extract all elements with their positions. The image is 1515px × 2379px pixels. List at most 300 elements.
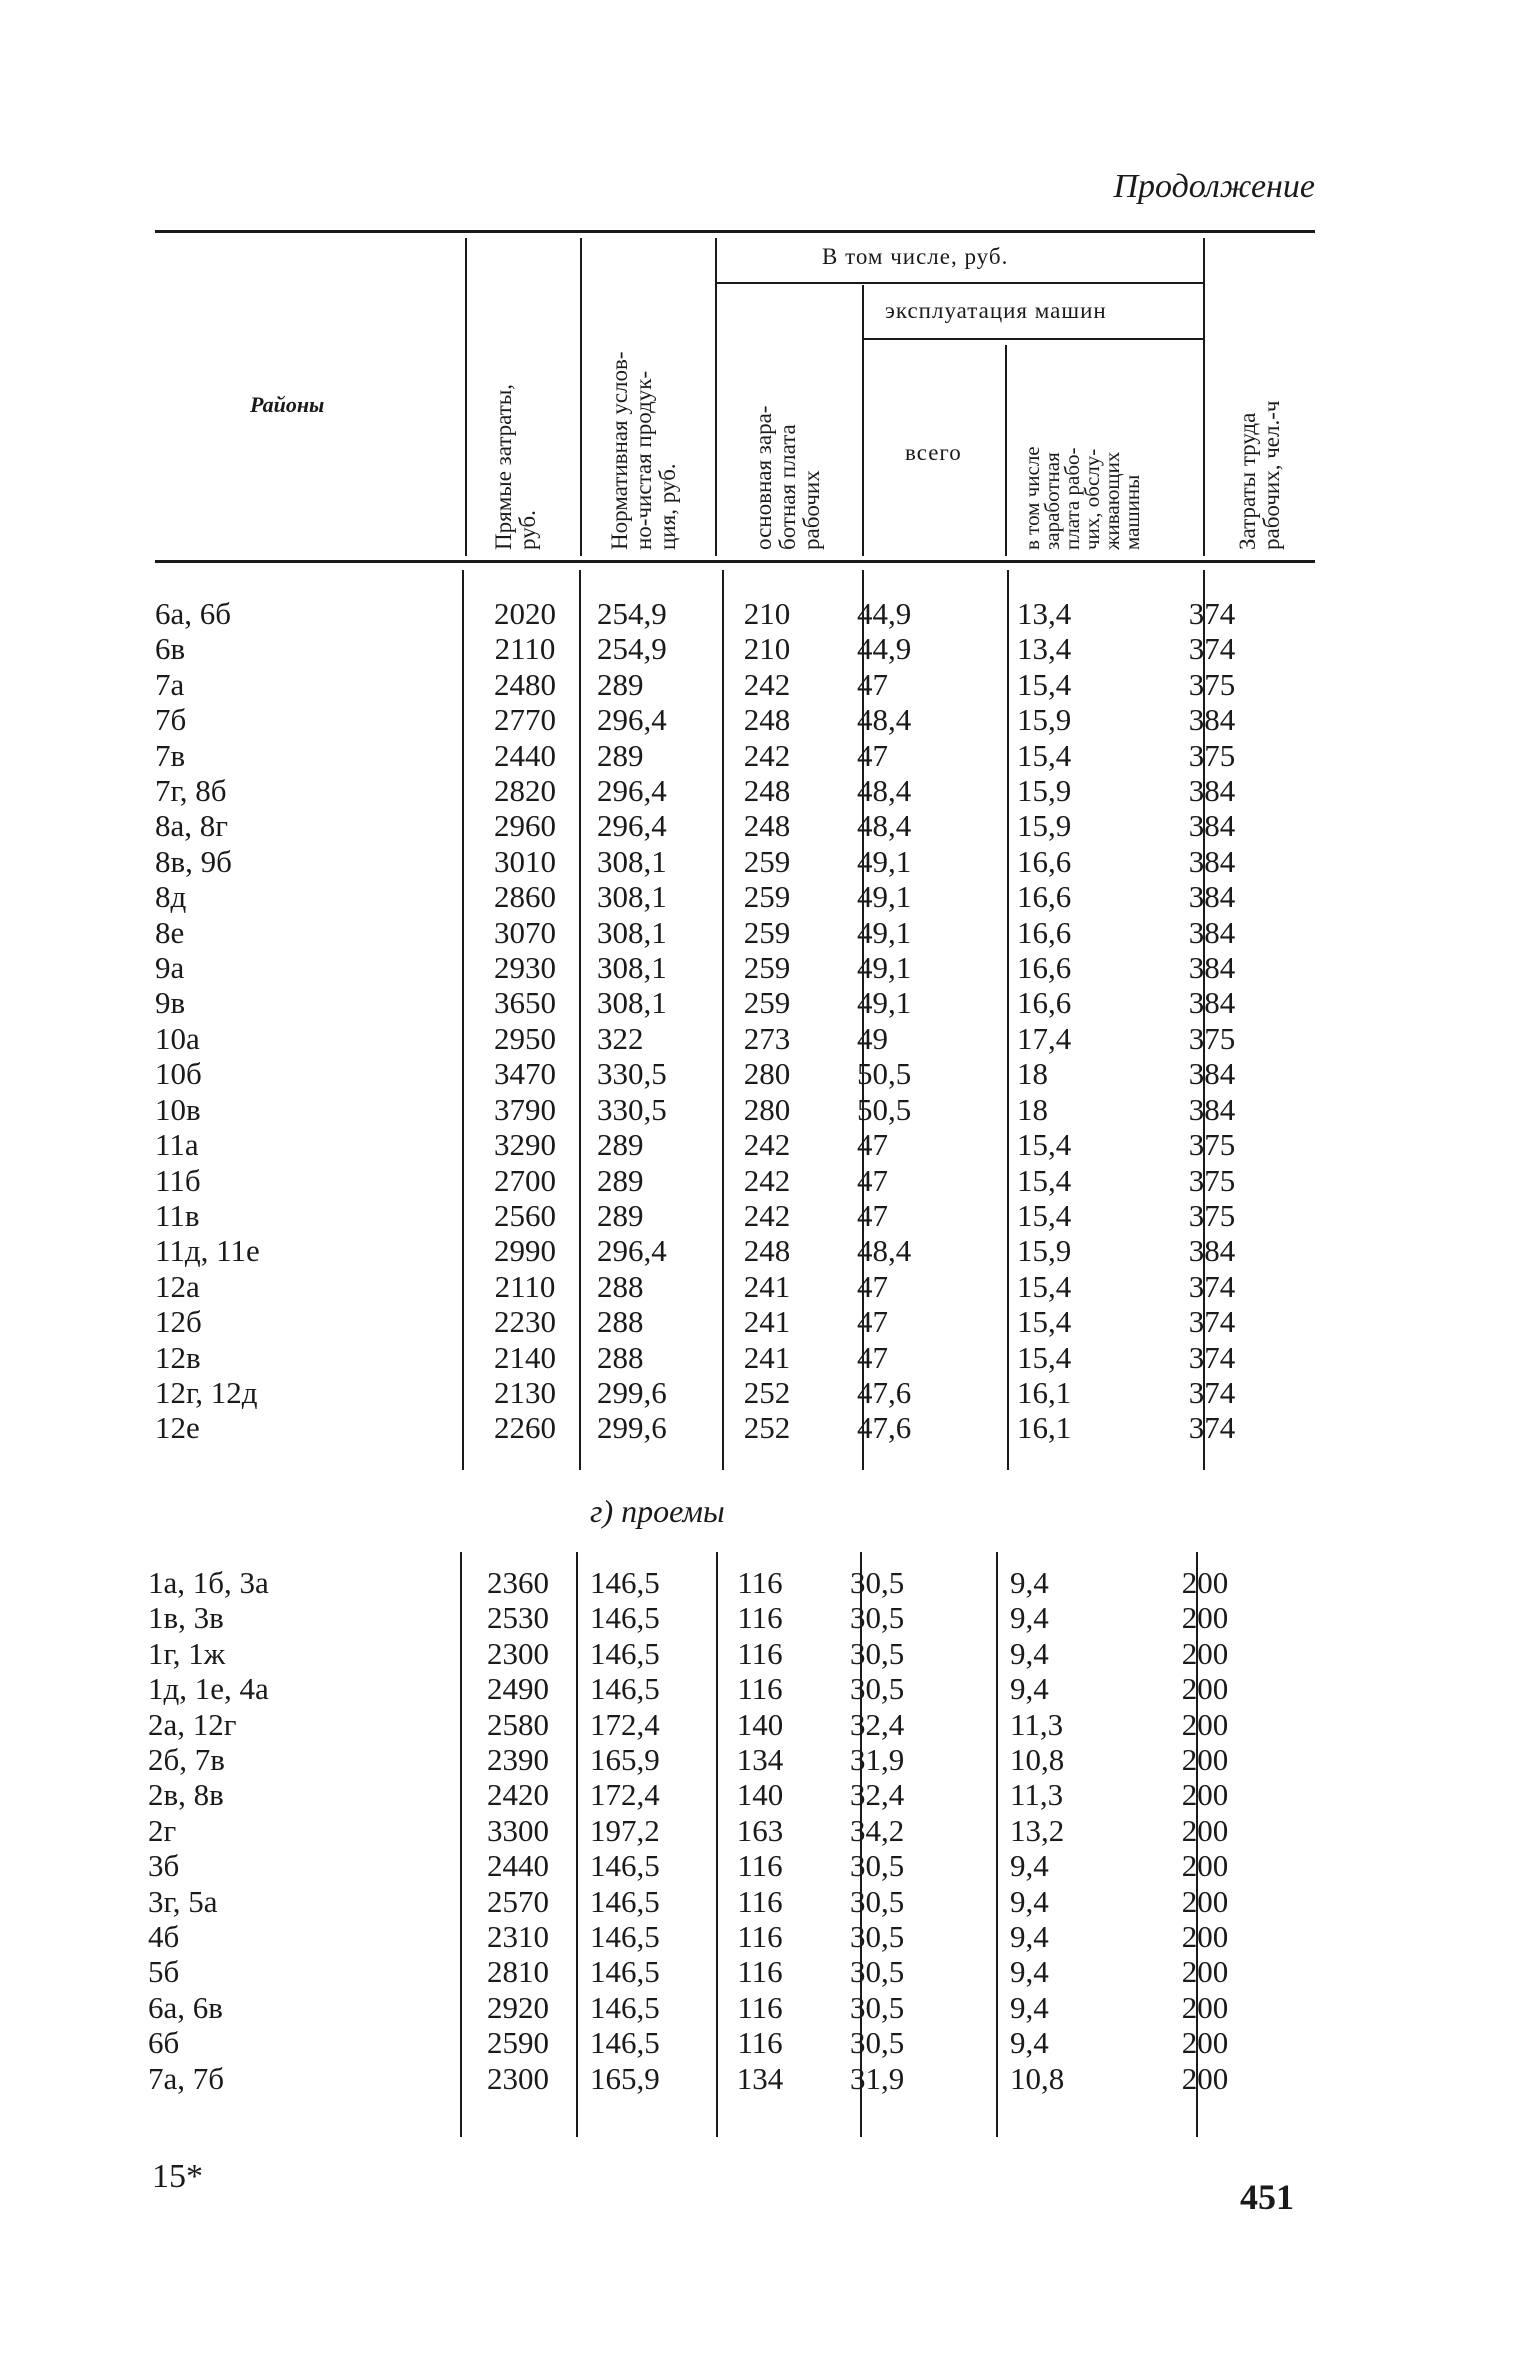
base-wage-cell: 116 [737,1671,783,1707]
normative-net-cell: 299,6 [597,1374,667,1410]
header-total: всего [905,440,962,465]
machine-wage-cell: 9,4 [1010,1919,1049,1955]
direct-costs-cell: 2930 [494,950,556,986]
table-main [155,596,1272,1446]
machine-wage-cell: 16,6 [1017,914,1072,950]
machine-total-cell: 47 [857,666,888,702]
machine-wage-cell: 13,4 [1017,631,1072,667]
normative-net-cell: 308,1 [597,879,667,915]
table-row [155,985,1272,1020]
direct-costs-cell: 2590 [487,2025,549,2061]
table-row [148,1990,1265,2025]
normative-net-cell: 172,4 [590,1706,660,1742]
region-cell: 11а [155,1127,199,1163]
region-cell: 1д, 1е, 4а [148,1671,269,1707]
machine-total-cell: 48,4 [857,1233,912,1269]
base-wage-cell: 241 [743,1339,791,1375]
labor-costs-cell: 200 [1181,1812,1229,1848]
machine-total-cell: 50,5 [857,1056,912,1092]
direct-costs-cell: 2770 [494,702,556,738]
machine-wage-cell: 10,8 [1010,1742,1065,1778]
normative-net-cell: 146,5 [590,1600,660,1636]
labor-costs-cell: 200 [1181,1989,1229,2025]
machine-total-cell: 30,5 [850,1848,905,1884]
base-wage-cell: 140 [736,1706,784,1742]
base-wage-cell: 252 [743,1374,791,1410]
machine-wage-cell: 9,4 [1010,1883,1049,1919]
labor-costs-cell: 200 [1181,1954,1229,1990]
machine-wage-cell: 18 [1017,1091,1048,1127]
labor-costs-cell: 374 [1188,1339,1236,1375]
normative-net-cell: 330,5 [597,1056,667,1092]
direct-costs-cell: 2440 [487,1848,549,1884]
table-row [148,1884,1265,1919]
direct-costs-cell: 2300 [487,1635,549,1671]
base-wage-cell: 140 [736,1777,784,1813]
table-row [148,1777,1265,1812]
page-number: 451 [1240,2177,1294,2217]
table-row [155,879,1272,914]
machine-wage-cell: 15,4 [1017,737,1072,773]
machine-total-cell: 47 [857,1127,888,1163]
table-row [148,1919,1265,1954]
base-wage-cell: 241 [743,1304,791,1340]
direct-costs-cell: 2480 [494,666,556,702]
machine-wage-cell: 17,4 [1017,1020,1072,1056]
header-divider-6 [1203,238,1205,556]
normative-net-cell: 322 [597,1020,644,1056]
region-cell: 10б [155,1056,202,1092]
labor-costs-cell: 374 [1188,1268,1236,1304]
machine-total-cell: 47 [857,1162,888,1198]
labor-costs-cell: 374 [1188,596,1236,631]
region-cell: 10в [155,1091,201,1127]
section-title: г) проемы [590,1493,725,1529]
labor-costs-cell: 384 [1188,950,1236,986]
direct-costs-cell: 2020 [494,596,556,631]
machine-wage-cell: 9,4 [1010,1565,1049,1600]
direct-costs-cell: 2110 [494,631,556,667]
region-cell: 12в [155,1339,201,1375]
table-row [155,1092,1272,1127]
machine-total-cell: 34,2 [850,1812,905,1848]
region-cell: 11д, 11е [155,1233,260,1269]
machine-wage-cell: 10,8 [1010,2060,1065,2096]
normative-net-cell: 308,1 [597,914,667,950]
region-cell: 11б [155,1162,201,1198]
direct-costs-cell: 3300 [487,1812,549,1848]
direct-costs-cell: 2990 [494,1233,556,1269]
machine-total-cell: 30,5 [850,1989,905,2025]
direct-costs-cell: 2310 [487,1919,549,1955]
header-divider-1 [465,238,467,556]
labor-costs-cell: 200 [1181,1635,1229,1671]
region-cell: 2в, 8в [148,1777,224,1813]
direct-costs-cell: 2580 [487,1706,549,1742]
region-cell: 7г, 8б [155,773,227,809]
region-cell: 8в, 9б [155,843,232,879]
base-wage-cell: 163 [736,1812,784,1848]
region-cell: 1в, 3в [148,1600,224,1636]
labor-costs-cell: 200 [1181,2025,1229,2061]
normative-net-cell: 289 [597,1197,644,1233]
normative-net-cell: 289 [597,1162,644,1198]
normative-net-cell: 296,4 [597,808,667,844]
normative-net-cell: 296,4 [597,1233,667,1269]
machine-total-cell: 48,4 [857,773,912,809]
labor-costs-cell: 375 [1188,1162,1236,1198]
labor-costs-cell: 384 [1188,985,1236,1021]
region-cell: 3г, 5а [148,1883,218,1919]
machine-total-cell: 49,1 [857,914,912,950]
direct-costs-cell: 2390 [487,1742,549,1778]
machine-total-cell: 30,5 [850,1565,905,1600]
labor-costs-cell: 384 [1188,843,1236,879]
machine-wage-cell: 16,6 [1017,879,1072,915]
base-wage-cell: 134 [736,2060,784,2096]
base-wage-cell: 252 [743,1410,791,1446]
machine-total-cell: 47,6 [857,1374,912,1410]
normative-net-cell: 146,5 [590,1954,660,1990]
base-wage-cell: 116 [737,1635,783,1671]
machine-total-cell: 49,1 [857,985,912,1021]
labor-costs-cell: 384 [1188,1233,1236,1269]
labor-costs-cell: 200 [1181,1706,1229,1742]
direct-costs-cell: 2260 [494,1410,556,1446]
direct-costs-cell: 2820 [494,773,556,809]
machine-total-cell: 48,4 [857,702,912,738]
table-row [155,1021,1272,1056]
machine-wage-cell: 9,4 [1010,1989,1049,2025]
normative-net-cell: 146,5 [590,1635,660,1671]
labor-costs-cell: 375 [1188,1020,1236,1056]
direct-costs-cell: 3070 [494,914,556,950]
machine-total-cell: 31,9 [850,2060,905,2096]
labor-costs-cell: 384 [1188,702,1236,738]
table-row [148,1565,1265,1600]
machine-wage-cell: 9,4 [1010,1848,1049,1884]
direct-costs-cell: 2560 [494,1197,556,1233]
direct-costs-cell: 2920 [487,1989,549,2025]
machine-total-cell: 47 [857,1268,888,1304]
machine-total-cell: 47,6 [857,1410,912,1446]
machine-total-cell: 30,5 [850,1635,905,1671]
region-cell: 6а, 6б [155,596,232,631]
region-cell: 9в [155,985,186,1021]
normative-net-cell: 308,1 [597,985,667,1021]
direct-costs-cell: 2230 [494,1304,556,1340]
table-openings [148,1565,1265,2096]
labor-costs-cell: 200 [1181,1777,1229,1813]
normative-net-cell: 165,9 [590,1742,660,1778]
labor-costs-cell: 374 [1188,1304,1236,1340]
table-row [155,1233,1272,1268]
including-underline [716,282,1203,284]
base-wage-cell: 242 [743,1127,791,1163]
region-cell: 6в [155,631,186,667]
normative-net-cell: 288 [597,1268,644,1304]
table-row [155,915,1272,950]
labor-costs-cell: 374 [1188,631,1236,667]
machine-total-cell: 48,4 [857,808,912,844]
normative-net-cell: 308,1 [597,843,667,879]
base-wage-cell: 242 [743,1162,791,1198]
table-row [155,1304,1272,1339]
region-cell: 2б, 7в [148,1742,225,1778]
machine-wage-cell: 9,4 [1010,1671,1049,1707]
table-row [155,808,1272,843]
machine-wage-cell: 15,9 [1017,1233,1072,1269]
region-cell: 12б [155,1304,202,1340]
machine-wage-cell: 18 [1017,1056,1048,1092]
machine-wage-cell: 16,6 [1017,950,1072,986]
base-wage-cell: 116 [737,1848,783,1884]
direct-costs-cell: 2700 [494,1162,556,1198]
base-wage-cell: 116 [737,1883,783,1919]
header-labor-costs: Затраты труда рабочих, чел.-ч [1235,400,1284,550]
table-row [148,1707,1265,1742]
direct-costs-cell: 2810 [487,1954,549,1990]
region-cell: 6б [148,2025,180,2061]
region-cell: 11в [155,1197,200,1233]
header-base-wage: основная зара- ботная плата рабочих [751,405,824,550]
base-wage-cell: 280 [743,1091,791,1127]
machine-wage-cell: 13,2 [1010,1812,1065,1848]
table-row [155,1056,1272,1091]
labor-costs-cell: 374 [1188,1374,1236,1410]
header-including: В том числе, руб. [822,244,1009,269]
base-wage-cell: 241 [743,1268,791,1304]
base-wage-cell: 242 [743,1197,791,1233]
machine-wage-cell: 16,6 [1017,843,1072,879]
base-wage-cell: 134 [736,1742,784,1778]
labor-costs-cell: 384 [1188,808,1236,844]
machine-total-cell: 49,1 [857,879,912,915]
direct-costs-cell: 3790 [494,1091,556,1127]
normative-net-cell: 146,5 [590,1883,660,1919]
machine-wage-cell: 15,9 [1017,702,1072,738]
base-wage-cell: 116 [737,1919,783,1955]
machines-underline [864,338,1203,340]
table-row [155,844,1272,879]
normative-net-cell: 146,5 [590,1848,660,1884]
table-row [148,1813,1265,1848]
table-row [155,1127,1272,1162]
machine-total-cell: 49 [857,1020,888,1056]
direct-costs-cell: 2300 [487,2060,549,2096]
labor-costs-cell: 375 [1188,666,1236,702]
labor-costs-cell: 384 [1188,773,1236,809]
machine-wage-cell: 9,4 [1010,2025,1049,2061]
table-row [155,773,1272,808]
labor-costs-cell: 200 [1181,2060,1229,2096]
machine-total-cell: 47 [857,1197,888,1233]
table-row [155,950,1272,985]
table-row [155,1163,1272,1198]
region-cell: 2а, 12г [148,1706,237,1742]
labor-costs-cell: 200 [1181,1848,1229,1884]
labor-costs-cell: 384 [1188,914,1236,950]
table-row [155,667,1272,702]
machine-total-cell: 32,4 [850,1706,905,1742]
region-cell: 7б [155,702,187,738]
region-cell: 1г, 1ж [148,1635,226,1671]
normative-net-cell: 146,5 [590,1671,660,1707]
table-row [155,1340,1272,1375]
normative-net-cell: 288 [597,1304,644,1340]
machine-wage-cell: 15,4 [1017,1127,1072,1163]
normative-net-cell: 146,5 [590,2025,660,2061]
table-row [155,738,1272,773]
machine-total-cell: 44,9 [857,631,912,667]
machine-wage-cell: 15,4 [1017,1304,1072,1340]
machine-total-cell: 49,1 [857,950,912,986]
machine-wage-cell: 16,1 [1017,1410,1072,1446]
table-row [148,1742,1265,1777]
labor-costs-cell: 375 [1188,1197,1236,1233]
region-cell: 8е [155,914,185,950]
base-wage-cell: 273 [743,1020,791,1056]
normative-net-cell: 172,4 [590,1777,660,1813]
direct-costs-cell: 3650 [494,985,556,1021]
base-wage-cell: 248 [743,808,791,844]
base-wage-cell: 259 [743,950,791,986]
direct-costs-cell: 2140 [494,1339,556,1375]
direct-costs-cell: 2530 [487,1600,549,1636]
direct-costs-cell: 2420 [487,1777,549,1813]
direct-costs-cell: 3010 [494,843,556,879]
machine-total-cell: 47 [857,737,888,773]
table-row [155,1410,1272,1445]
direct-costs-cell: 2860 [494,879,556,915]
base-wage-cell: 210 [743,596,791,631]
base-wage-cell: 116 [737,1989,783,2025]
machine-wage-cell: 9,4 [1010,1600,1049,1636]
normative-net-cell: 289 [597,737,644,773]
machine-wage-cell: 15,9 [1017,808,1072,844]
direct-costs-cell: 2130 [494,1374,556,1410]
header-divider-2 [580,238,582,556]
table-row [155,1269,1272,1304]
table-row [148,1600,1265,1635]
header-divider-5 [1005,345,1007,556]
base-wage-cell: 248 [743,702,791,738]
normative-net-cell: 289 [597,666,644,702]
direct-costs-cell: 2570 [487,1883,549,1919]
machine-wage-cell: 16,1 [1017,1374,1072,1410]
header-regions: Районы [250,392,325,417]
machine-total-cell: 31,9 [850,1742,905,1778]
base-wage-cell: 248 [743,1233,791,1269]
region-cell: 8а, 8г [155,808,228,844]
region-cell: 4б [148,1919,180,1955]
direct-costs-cell: 2110 [494,1268,556,1304]
labor-costs-cell: 200 [1181,1742,1229,1778]
normative-net-cell: 146,5 [590,1565,660,1600]
base-wage-cell: 259 [743,879,791,915]
machine-wage-cell: 15,4 [1017,1197,1072,1233]
region-cell: 3б [148,1848,180,1884]
normative-net-cell: 254,9 [597,631,667,667]
labor-costs-cell: 200 [1181,1919,1229,1955]
region-cell: 9а [155,950,185,986]
labor-costs-cell: 200 [1181,1671,1229,1707]
direct-costs-cell: 2440 [494,737,556,773]
normative-net-cell: 146,5 [590,1919,660,1955]
machine-wage-cell: 16,6 [1017,985,1072,1021]
labor-costs-cell: 200 [1181,1883,1229,1919]
machine-total-cell: 47 [857,1304,888,1340]
header-direct-costs: Прямые затраты, руб. [491,383,540,550]
base-wage-cell: 242 [743,737,791,773]
table-row [155,596,1272,631]
base-wage-cell: 259 [743,914,791,950]
region-cell: 7а [155,666,185,702]
machine-total-cell: 30,5 [850,1671,905,1707]
base-wage-cell: 116 [737,1954,783,1990]
labor-costs-cell: 200 [1181,1600,1229,1636]
machine-wage-cell: 9,4 [1010,1635,1049,1671]
region-cell: 8д [155,879,187,915]
machine-wage-cell: 15,9 [1017,773,1072,809]
labor-costs-cell: 375 [1188,737,1236,773]
machine-total-cell: 44,9 [857,596,912,631]
labor-costs-cell: 374 [1188,1410,1236,1446]
region-cell: 12г, 12д [155,1374,258,1410]
base-wage-cell: 248 [743,773,791,809]
base-wage-cell: 242 [743,666,791,702]
continuation-label: Продолжение [1113,168,1315,205]
base-wage-cell: 259 [743,985,791,1021]
normative-net-cell: 296,4 [597,702,667,738]
base-wage-cell: 259 [743,843,791,879]
region-cell: 6а, 6в [148,1989,223,2025]
header-normative-net: Нормативная услов- но-чистая продук- ция, руб. [607,351,680,550]
machine-total-cell: 32,4 [850,1777,905,1813]
normative-net-cell: 288 [597,1339,644,1375]
footnote-marker: 15* [152,2158,203,2195]
region-cell: 7а, 7б [148,2060,225,2096]
table-row [155,631,1272,666]
header-divider-3 [715,238,717,556]
header-divider-4 [862,285,864,556]
machine-total-cell: 30,5 [850,1883,905,1919]
machine-total-cell: 30,5 [850,1954,905,1990]
region-cell: 2г [148,1812,177,1848]
direct-costs-cell: 2490 [487,1671,549,1707]
base-wage-cell: 210 [743,631,791,667]
table-row [148,1954,1265,1989]
direct-costs-cell: 2960 [494,808,556,844]
normative-net-cell: 165,9 [590,2060,660,2096]
machine-wage-cell: 15,4 [1017,1268,1072,1304]
machine-total-cell: 49,1 [857,843,912,879]
machine-total-cell: 30,5 [850,2025,905,2061]
direct-costs-cell: 3470 [494,1056,556,1092]
machine-wage-cell: 15,4 [1017,1339,1072,1375]
normative-net-cell: 330,5 [597,1091,667,1127]
labor-costs-cell: 384 [1188,879,1236,915]
base-wage-cell: 116 [737,1600,783,1636]
labor-costs-cell: 200 [1181,1565,1229,1600]
direct-costs-cell: 2950 [494,1020,556,1056]
table-row [155,1198,1272,1233]
base-wage-cell: 116 [737,2025,783,2061]
machine-total-cell: 30,5 [850,1600,905,1636]
machine-total-cell: 30,5 [850,1919,905,1955]
table-row [155,702,1272,737]
machine-total-cell: 47 [857,1339,888,1375]
